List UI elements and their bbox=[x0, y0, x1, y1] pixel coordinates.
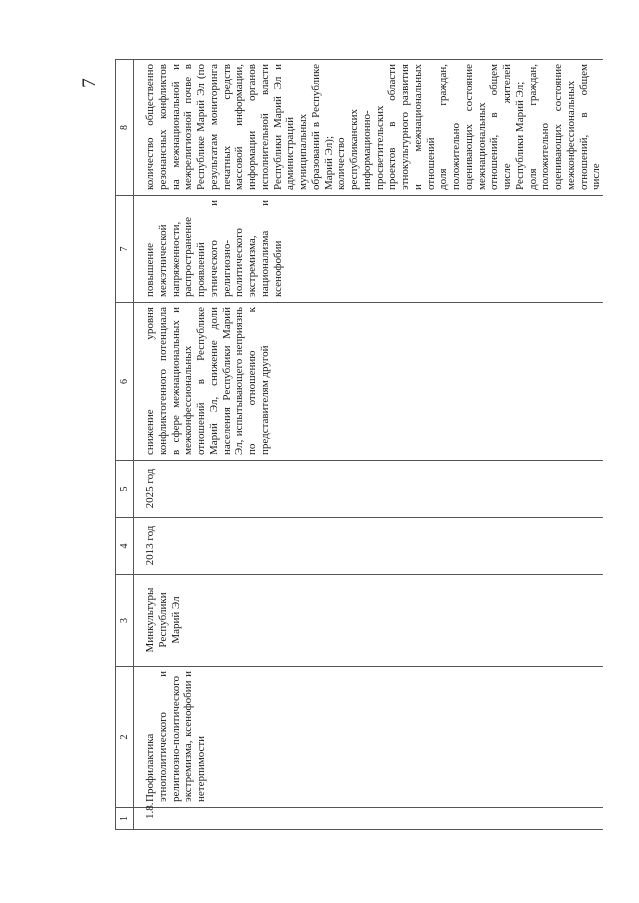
indicators-text: количество общественно резонансных конфликтов на межнациональной и межрелигиозной почве в Республике Марий Эл (по результатам мониторинга печатных средств массовой информации, информации органов исполнительной власти Республики Марий Эл и администраций муниципальных образований в Республике Марий Эл); количество республиканских информационно-просветительских проектов в области этнокультурного развития и межнациональных отношений доля граждан, положительно оценивающих состояние межнациональных отношений, в общем числе жителей Республики Марий Эл; доля граждан, положительно оценивающих состояние межконфессиональных отношений, в общем числе bbox=[144, 64, 603, 190]
column-number: 4 bbox=[116, 518, 134, 575]
non-implementation-consequences: повышение межэтнической напряженности, распространение проявлений этнического и религиозно-политического экстремизма, национализма и ксенофобии bbox=[134, 196, 604, 303]
column-number: 8 bbox=[116, 60, 134, 196]
column-number-row bbox=[116, 60, 134, 830]
column-number: 7 bbox=[116, 196, 134, 303]
start-year: 2013 год bbox=[134, 518, 604, 575]
expected-result: снижение уровня конфликтогенного потенциала в сфере межнациональных и межконфессиональных отношений в Республике Марий Эл, снижение доли населения Республики Марий Эл, испытывающего неприязнь по отношению к представителям другой bbox=[134, 303, 604, 461]
rotated-page-content bbox=[115, 60, 603, 830]
column-number: 2 bbox=[116, 667, 134, 808]
row-number: 1.8. bbox=[134, 808, 604, 830]
column-number: 5 bbox=[116, 461, 134, 518]
program-measures-table bbox=[115, 59, 603, 830]
target-indicators bbox=[134, 60, 604, 196]
executor: Минкультуры Республики Марий Эл bbox=[134, 575, 604, 667]
column-number: 6 bbox=[116, 303, 134, 461]
end-year: 2025 год bbox=[134, 461, 604, 518]
page-number: 7 bbox=[79, 78, 100, 88]
column-number: 3 bbox=[116, 575, 134, 667]
table-row bbox=[134, 60, 604, 830]
measure-name: Профилактика этнополитического и религиозно-политического экстремизма, ксенофобии и нетерпимости bbox=[134, 667, 604, 808]
column-number: 1 bbox=[116, 808, 134, 830]
